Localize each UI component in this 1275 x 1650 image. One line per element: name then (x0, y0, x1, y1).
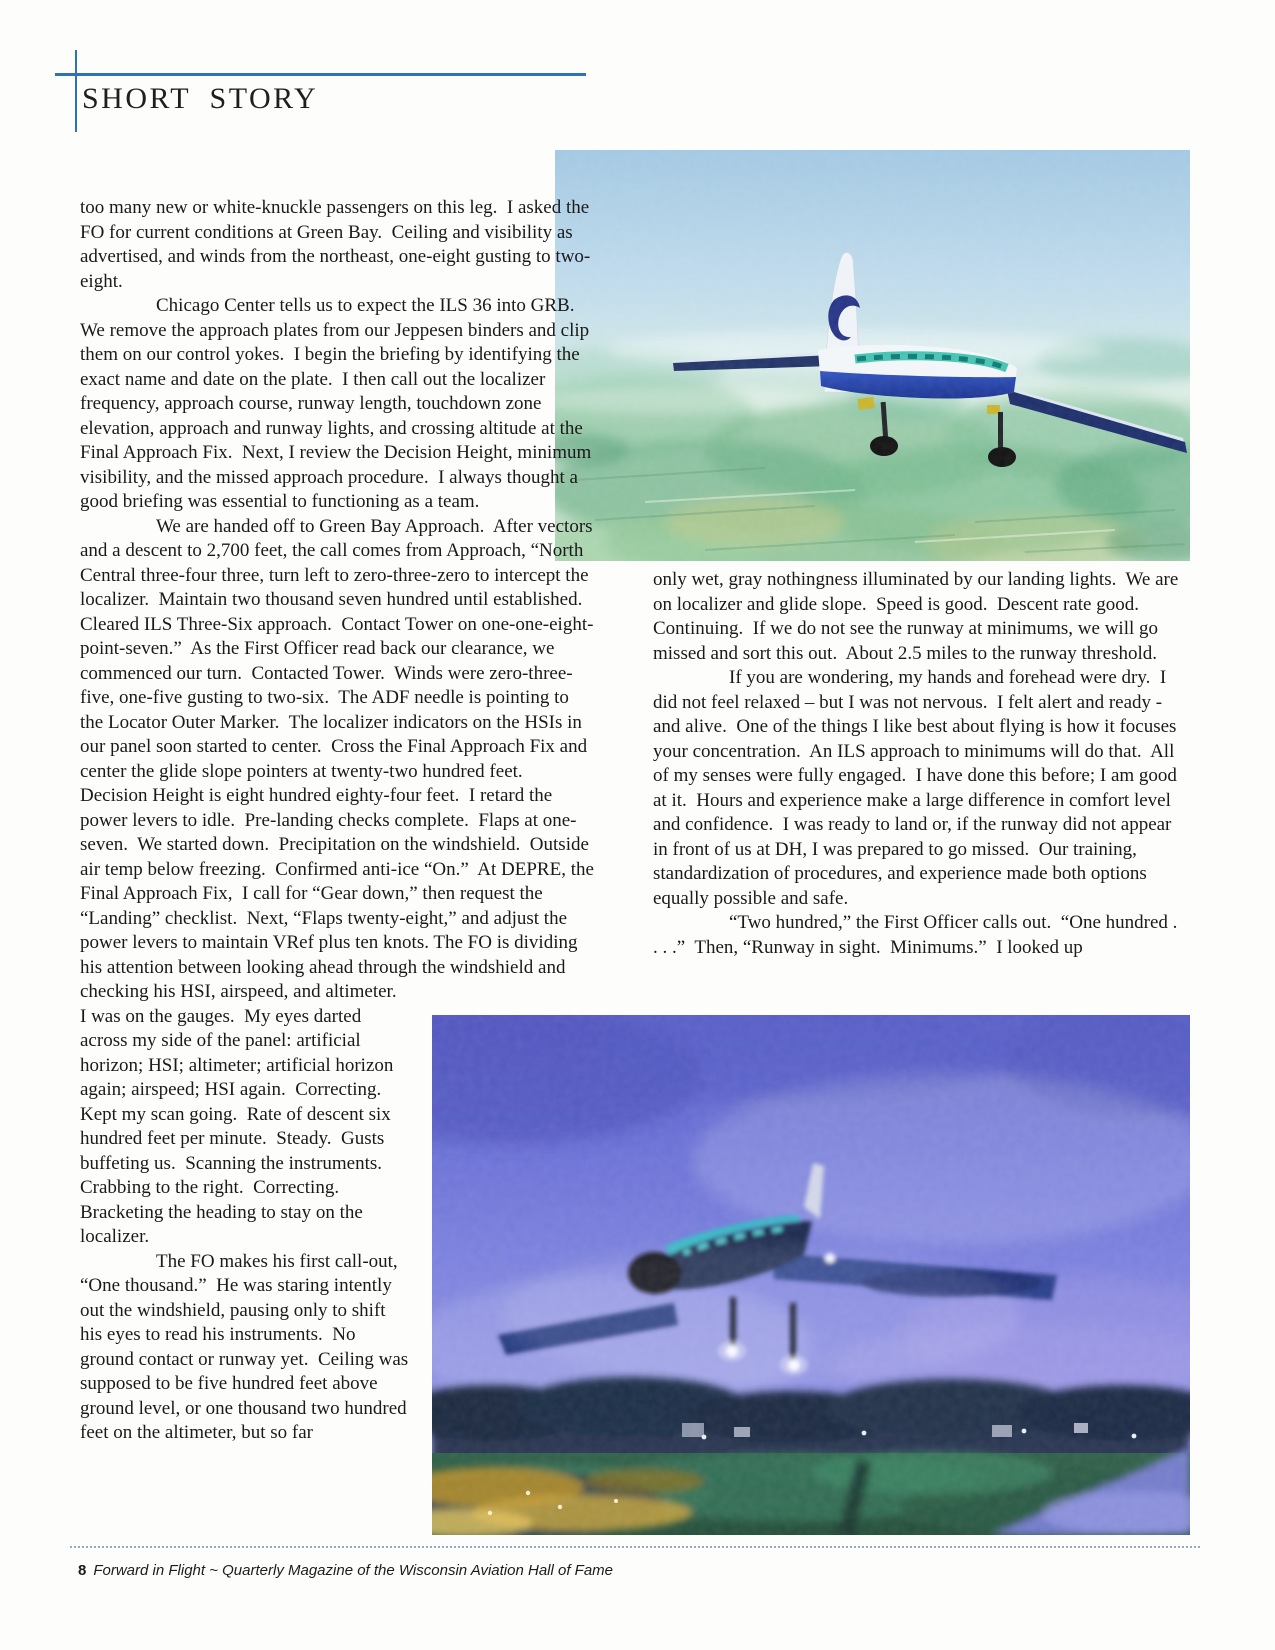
airliner-landing-dusk-illustration (432, 1015, 1190, 1535)
footer-dotted-rule (70, 1546, 1201, 1548)
footer (78, 1562, 1178, 1579)
page-number: 8 (78, 1562, 87, 1579)
paragraph: too many new or white-knuckle passengers on this leg. I asked the FO for current conditions at Green Bay. Ceiling and visibility as advertised, and winds from the northeast, one-eight gusting to two-eight. (80, 197, 594, 292)
photo-airliner-landing-dusk (432, 1015, 1190, 1535)
paragraph: We are handed off to Green Bay Approach. After vectors and a descent to 2,700 feet, the call comes from Approach, “North Central three-four three, turn left to zero-three-zero to intercept the localizer. Maintain two thousand seven hundred until established. Cleared ILS Three-Six approach. Contact Tower on one-one-eight-point-seven.” As the First Officer read back our clearance, we commenced our turn. Contacted Tower. Winds were zero-three-five, one-five gusting to two-six. The ADF needle is pointing to the Locator Outer Marker. The localizer indicators on the HSIs in our panel soon started to center. Cross the Final Approach Fix and center the glide slope pointers at twenty-two hundred feet. Decision Height is eight hundred eighty-four feet. I retard the power levers to idle. Pre-landing checks complete. Flaps at one-seven. We started down. Precipitation on the windshield. Outside air temp below freezing. Confirmed anti-ice “On.” At DEPRE, the Final Approach Fix, I call for “Gear down,” then request the “Landing” checklist. Next, “Flaps twenty-eight,” and adjust the power levers to maintain VRef plus ten knots. The FO is dividing his attention between looking ahead through the windshield and checking his HSI, airspeed, and altimeter. I was on the gauges. My eyes darted across my side of the panel: artificial horizon; HSI; altimeter; artificial horizon again; airspeed; HSI again. Correcting. Kept my scan going. Rate of descent six hundred feet per minute. Steady. Gusts buffeting us. Scanning the instruments. Crabbing to the right. Correcting. Bracketing the heading to stay on the localizer. (80, 515, 599, 1247)
paragraph: If you are wondering, my hands and forehead were dry. I did not feel relaxed – but I was not nervous. I felt alert and ready - and alive. One of the things I like best about flying is how it focuses your concentration. An ILS approach to minimums will do that. All of my senses were fully engaged. I have done this before; I am good at it. Hours and experience make a large difference in comfort level and confidence. I was ready to land or, if the runway did not appear in front of us at DH, I was prepared to go missed. Our training, standardization of procedures, and experience made both options equally possible and safe. (653, 667, 1182, 909)
header-horizontal-rule (55, 73, 586, 76)
airliner-over-fields-illustration (555, 150, 1190, 561)
header-vertical-rule (75, 50, 77, 132)
photo-airliner-over-fields (555, 150, 1190, 561)
right-text-column (653, 568, 1183, 1018)
paragraph: only wet, gray nothingness illuminated by our landing lights. We are on localizer and glide slope. Speed is good. Descent rate good. Continuing. If we do not see the runway at minimums, we will go missed and sort this out. About 2.5 miles to the runway threshold. (653, 569, 1184, 664)
paragraph: Chicago Center tells us to expect the ILS 36 into GRB. We remove the approach plates from our Jeppesen binders and clip them on our control yokes. I begin the briefing by identifying the exact name and date on the plate. I then call out the localizer frequency, approach course, runway length, touchdown zone elevation, approach and runway lights, and crossing altitude at the Final Approach Fix. Next, I review the Decision Height, minimum visibility, and the missed approach procedure. I always thought a good briefing was essential to functioning as a team. (80, 295, 597, 512)
magazine-credit: Forward in Flight ~ Quarterly Magazine of the Wisconsin Aviation Hall of Fame (93, 1562, 614, 1579)
paragraph: The FO makes his first call-out, “One thousand.” He was staring intently out the windshield, pausing only to shift his eyes to read his instruments. No ground contact or runway yet. Ceiling was supposed to be five hundred feet above ground level, or one thousand two hundred feet on the altimeter, but so far (80, 1250, 413, 1443)
section-title: SHORT STORY (82, 82, 319, 115)
paragraph: “Two hundred,” the First Officer calls out. “One hundred . . . .” Then, “Runway in sight. Minimums.” I looked up (653, 912, 1183, 958)
